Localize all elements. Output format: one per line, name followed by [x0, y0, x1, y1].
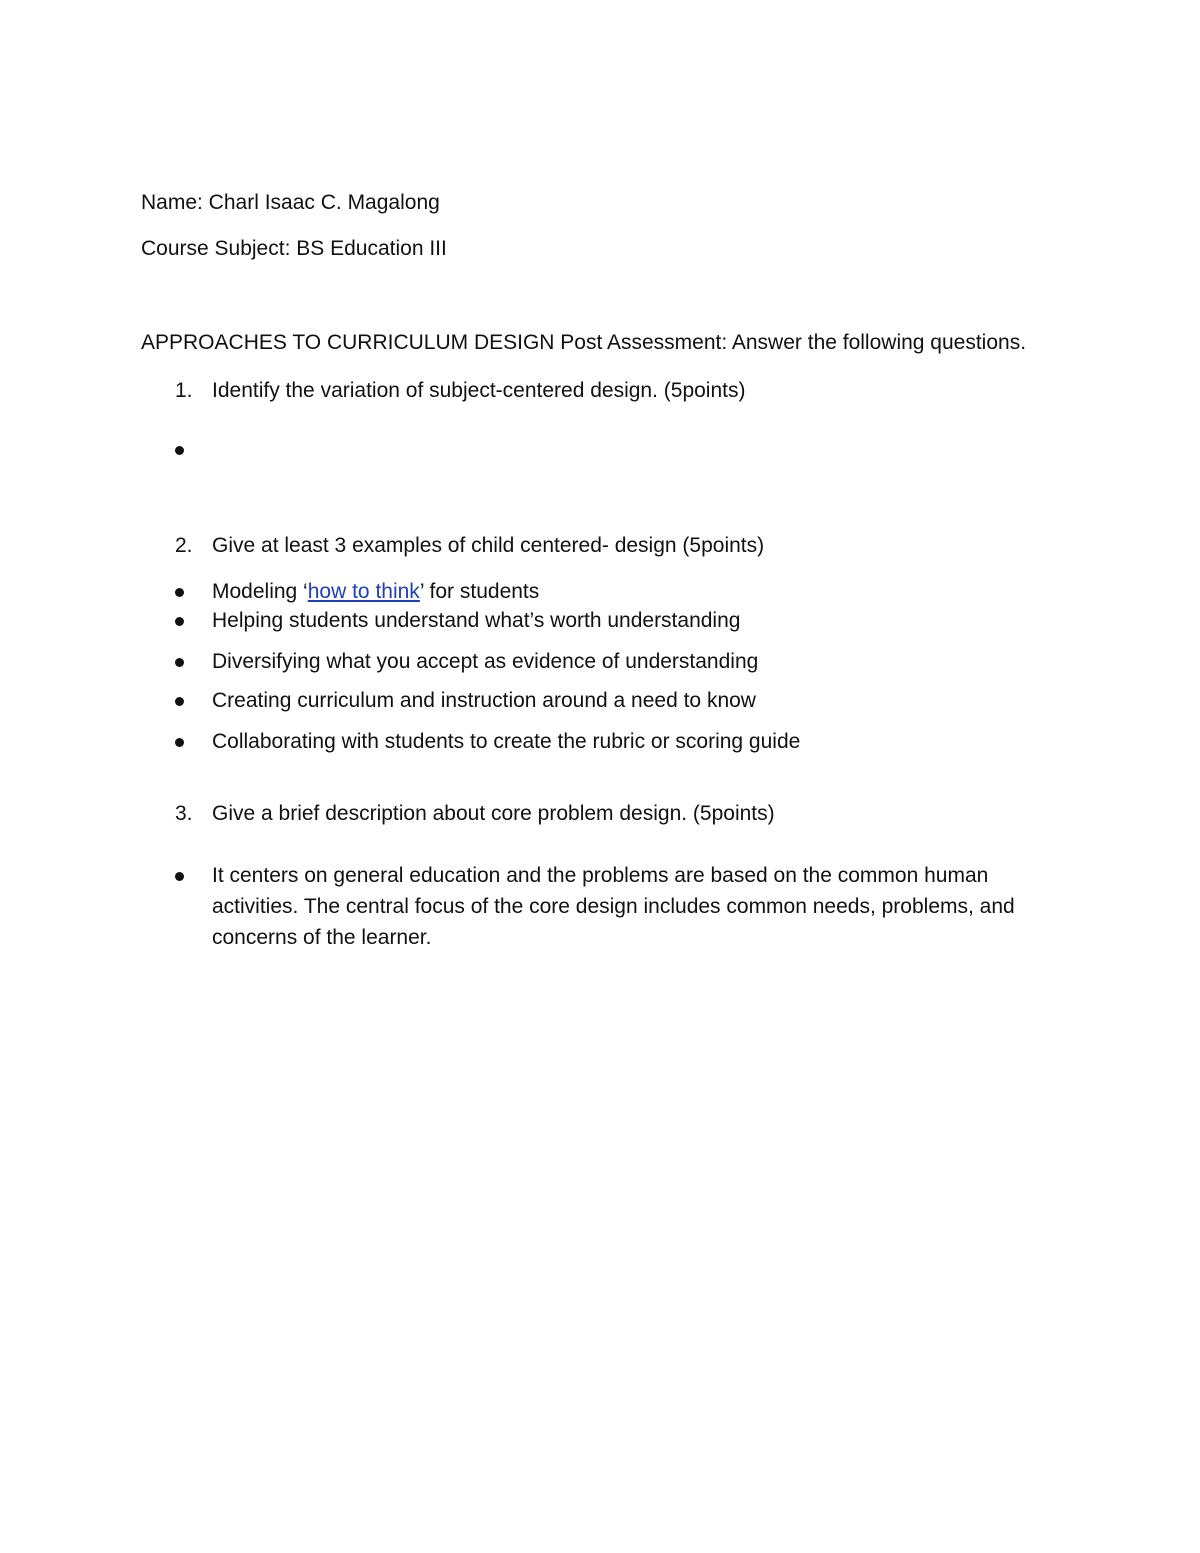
question-2-answer-4: Creating curriculum and instruction around a need to know	[212, 689, 756, 712]
question-3-answer-1: It centers on general education and the problems are based on the common human activities. The central focus of the core design includes common needs, problems, and concerns of the learner.	[212, 864, 1015, 949]
question-3-number: 3.	[175, 802, 193, 825]
question-2-text: Give at least 3 examples of child centered- design (5points)	[212, 534, 765, 557]
bullet-icon	[175, 738, 184, 747]
question-2-answer-3: Diversifying what you accept as evidence of understanding	[212, 650, 759, 673]
question-3-text: Give a brief description about core problem design. (5points)	[212, 802, 775, 825]
bullet-icon	[175, 658, 184, 667]
answer-prefix: Modeling ‘	[212, 580, 308, 603]
course-subject: Course Subject: BS Education III	[141, 237, 447, 260]
bullet-icon	[175, 872, 184, 881]
bullet-icon	[175, 446, 184, 455]
question-2-number: 2.	[175, 534, 193, 557]
question-2-answer-5: Collaborating with students to create the rubric or scoring guide	[212, 730, 801, 753]
answer-suffix: ’ for students	[419, 580, 540, 603]
bullet-icon	[175, 588, 184, 597]
question-1-text: Identify the variation of subject-centered design. (5points)	[212, 379, 746, 402]
bullet-icon	[175, 617, 184, 626]
question-2-answer-2: Helping students understand what’s worth understanding	[212, 609, 741, 632]
question-1-number: 1.	[175, 379, 193, 402]
bullet-icon	[175, 697, 184, 706]
student-name: Name: Charl Isaac C. Magalong	[141, 191, 440, 214]
how-to-think-link[interactable]: how to think	[307, 580, 420, 603]
question-2-answer-1	[212, 579, 539, 605]
assessment-instructions: APPROACHES TO CURRICULUM DESIGN Post Assessment: Answer the following questions.	[141, 331, 1027, 354]
